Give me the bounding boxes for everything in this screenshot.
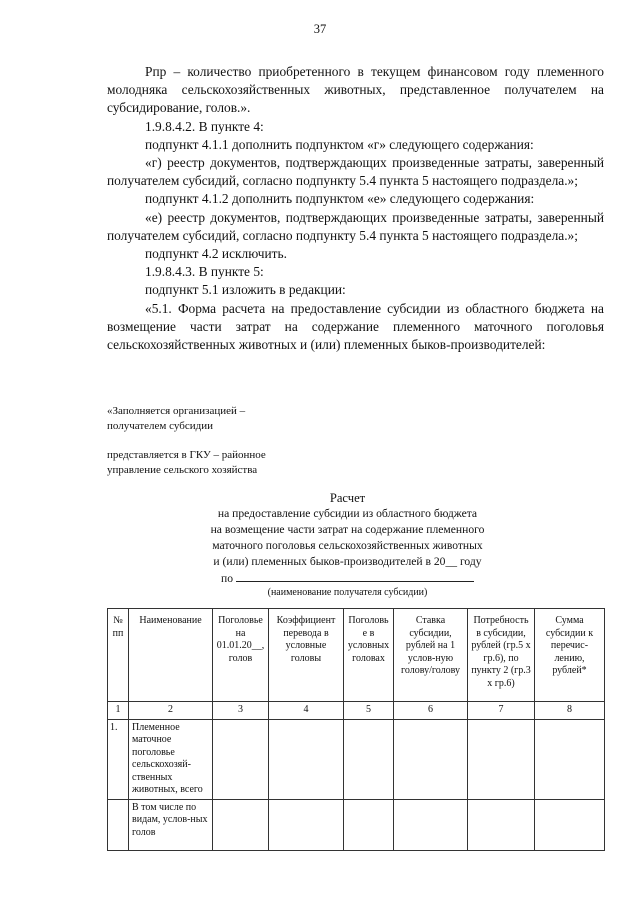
note-line: «Заполняется организацией –: [107, 405, 246, 417]
paragraph: подпункт 4.2 исключить.: [145, 246, 287, 262]
table-header-row: [108, 609, 605, 702]
note-organization: [107, 404, 407, 434]
table-cell[interactable]: [394, 799, 468, 850]
table-row: [108, 719, 605, 799]
table-cell[interactable]: [535, 799, 605, 850]
table-cell[interactable]: [213, 719, 269, 799]
body-text: [107, 63, 604, 354]
header-cell: Сумма субсидии к перечис-лению, рублей*: [535, 609, 605, 702]
note-gku: [107, 448, 407, 478]
form-title-line: на предоставление субсидии из областного бюджета: [217, 507, 478, 520]
row-number: 1.: [108, 719, 129, 799]
paragraph: «г) реестр документов, подтверждающих произведенные затраты, заверенный получателем субсидий, согласно подпункту 5.4 пункта 5 настоящего подраздела.»;: [107, 155, 604, 189]
column-number: 4: [269, 702, 344, 720]
paragraph: 1.9.8.4.2. В пункте 4:: [145, 118, 264, 134]
row-name: В том числе по видам, услов-ных голов: [129, 799, 213, 850]
paragraph: 1.9.8.4.3. В пункте 5:: [145, 264, 264, 280]
form-title-line: маточного поголовья сельскохозяйственных животных: [212, 539, 483, 552]
form-heading: Расчет: [329, 491, 366, 505]
column-number: 6: [394, 702, 468, 720]
header-cell: Ставка субсидии, рублей на 1 услов-ную голову/голову: [394, 609, 468, 702]
column-number: 3: [213, 702, 269, 720]
table-cell[interactable]: [344, 719, 394, 799]
row-name: Племенное маточное поголовье сельскохозяй-ственных животных, всего: [129, 719, 213, 799]
recipient-caption: (наименование получателя субсидии): [267, 587, 428, 598]
table-cell[interactable]: [468, 799, 535, 850]
note-line: управление сельского хозяйства: [107, 464, 258, 476]
subsidy-calculation-table: [107, 608, 605, 851]
column-number: 5: [344, 702, 394, 720]
table-cell[interactable]: [394, 719, 468, 799]
header-cell: Поголовь е в условных головах: [344, 609, 394, 702]
table-cell[interactable]: [269, 799, 344, 850]
header-cell: Коэффициент перевода в условные головы: [269, 609, 344, 702]
header-cell: Потребность в субсидии, рублей (гр.5 х гр.6), по пункту 2 (гр.3 х гр.6): [468, 609, 535, 702]
table-cell[interactable]: [344, 799, 394, 850]
form-title: [180, 490, 515, 599]
table-row: [108, 799, 605, 850]
table-cell[interactable]: [269, 719, 344, 799]
column-number: 1: [108, 702, 129, 720]
paragraph: подпункт 4.1.2 дополнить подпунктом «е» следующего содержания:: [145, 191, 535, 207]
paragraph: Рпр – количество приобретенного в текущем финансовом году племенного молодняка сельскохозяйственных животных, представленное получателем на субсидирование, голов.».: [107, 64, 604, 116]
column-number: 2: [129, 702, 213, 720]
header-cell: Поголовье на 01.01.20__, голов: [213, 609, 269, 702]
row-number: [108, 799, 129, 850]
column-number: 8: [535, 702, 605, 720]
column-number: 7: [468, 702, 535, 720]
paragraph: «5.1. Форма расчета на предоставление субсидии из областного бюджета на возмещение части затрат на содержание племенного маточного поголовья сельскохозяйственных животных и (или) племенных быков-производителей:: [107, 300, 604, 353]
form-title-line: на возмещение части затрат на содержание племенного: [210, 523, 485, 536]
recipient-line: [180, 570, 515, 587]
paragraph: подпункт 4.1.1 дополнить подпунктом «г» следующего содержания:: [145, 136, 534, 152]
table-cell[interactable]: [213, 799, 269, 850]
table-cell[interactable]: [535, 719, 605, 799]
header-cell: № пп: [108, 609, 129, 702]
note-line: представляется в ГКУ – районное: [107, 449, 266, 461]
page-number: 37: [313, 22, 327, 36]
table-cell[interactable]: [468, 719, 535, 799]
column-number-row: [108, 702, 605, 720]
header-cell: Наименование: [129, 609, 213, 702]
form-title-line: и (или) племенных быков-производителей в 20__ году: [213, 555, 482, 568]
note-line: получателем субсидии: [107, 420, 213, 432]
paragraph: подпункт 5.1 изложить в редакции:: [145, 282, 346, 298]
recipient-prefix: по: [221, 572, 234, 585]
paragraph: «е) реестр документов, подтверждающих произведенные затраты, заверенный получателем субсидий, согласно подпункту 5.4 пункта 5 настоящего подраздела.»;: [107, 209, 604, 243]
recipient-field[interactable]: [236, 570, 474, 582]
